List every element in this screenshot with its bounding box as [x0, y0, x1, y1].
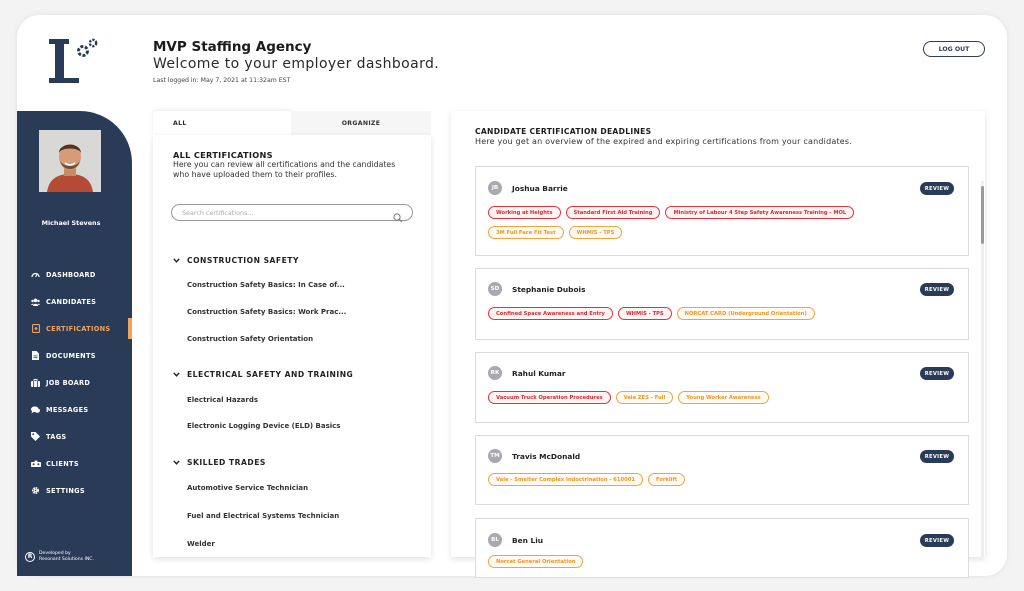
cert-pills: [488, 555, 918, 575]
candidate-card: [475, 518, 969, 578]
chevron-down-icon: [173, 460, 180, 465]
sidebar-item-label: CLIENTS: [46, 459, 79, 468]
sidebar-item-label: TAGS: [46, 432, 67, 441]
candidate-initials: BL: [488, 533, 502, 547]
cert-pill-expired[interactable]: Confined Space Awareness and Entry: [488, 307, 613, 320]
deadlines-description: Here you get an overview of the expired and expiring certifications from your candidates.: [475, 137, 853, 146]
company-logo: [47, 37, 102, 99]
course-item[interactable]: Electronic Logging Device (ELD) Basics: [187, 422, 341, 430]
welcome-text: Welcome to your employer dashboard.: [153, 56, 440, 72]
users-icon: [31, 297, 40, 306]
agency-name: MVP Staffing Agency: [153, 39, 312, 55]
cert-pills: [488, 473, 918, 493]
candidate-initials: RK: [488, 366, 502, 380]
sidebar-item-dashboard[interactable]: [17, 261, 132, 288]
search-box: [171, 204, 413, 221]
candidate-header: [488, 181, 568, 195]
tag-icon: [31, 432, 40, 441]
sidebar-item-job-board[interactable]: [17, 369, 132, 396]
gauge-icon: [31, 270, 40, 279]
developer-credit: [25, 551, 94, 563]
review-button[interactable]: REVIEW: [920, 367, 954, 380]
clients-icon: [31, 459, 40, 468]
course-item[interactable]: Welder: [187, 540, 215, 548]
deadlines-title: CANDIDATE CERTIFICATION DEADLINES: [475, 127, 652, 136]
cert-pills: [488, 206, 918, 246]
cert-pill-expired[interactable]: Standard First Aid Training: [566, 206, 661, 219]
tab-organize[interactable]: ORGANIZE: [291, 111, 431, 135]
course-item[interactable]: Fuel and Electrical Systems Technician: [187, 512, 340, 520]
cert-pill-expiring[interactable]: Vale - Smelter Complex Indoctrination - 610001: [488, 473, 643, 486]
sidebar: [17, 111, 132, 576]
course-item[interactable]: Electrical Hazards: [187, 396, 258, 404]
deadlines-panel: [451, 111, 985, 565]
sidebar-item-documents[interactable]: [17, 342, 132, 369]
cert-pill-expired[interactable]: Working at Heights: [488, 206, 561, 219]
scrollbar-thumb[interactable]: [981, 186, 984, 244]
candidate-name: Stephanie Dubois: [512, 284, 586, 294]
cert-pill-expiring[interactable]: NORCAT CARD (Underground Orientation): [677, 307, 815, 320]
review-button[interactable]: REVIEW: [920, 450, 954, 463]
review-button[interactable]: REVIEW: [920, 534, 954, 547]
sidebar-item-label: JOB BOARD: [46, 378, 91, 387]
gear-icon: [31, 486, 40, 495]
sidebar-item-messages[interactable]: [17, 396, 132, 423]
sidebar-item-clients[interactable]: [17, 450, 132, 477]
candidate-card: [475, 268, 969, 340]
panel-description: Here you can review all certifications and the candidates who have uploaded them to their profiles.: [173, 160, 396, 179]
panel-title: ALL CERTIFICATIONS: [173, 150, 273, 160]
cert-pill-expiring[interactable]: Young Worker Awareness: [678, 391, 768, 404]
category-label: CONSTRUCTION SAFETY: [187, 256, 299, 265]
cert-pill-expired[interactable]: Ministry of Labour 4 Step Safety Awareness Training - MOL: [665, 206, 854, 219]
candidate-card: [475, 352, 969, 423]
candidate-header: [488, 366, 566, 380]
course-item[interactable]: Construction Safety Basics: Work Prac...: [187, 308, 347, 316]
certifications-panel: [153, 135, 431, 557]
cert-pill-expired[interactable]: Vacuum Truck Operation Procedures: [488, 391, 611, 404]
sidebar-item-label: CANDIDATES: [46, 297, 97, 306]
sidebar-item-certifications[interactable]: [17, 315, 132, 342]
cert-pills: [488, 391, 918, 411]
sidebar-nav: [17, 261, 132, 504]
chevron-down-icon: [173, 258, 180, 263]
candidate-card: [475, 166, 969, 256]
document-icon: [31, 351, 40, 360]
category-electrical-safety[interactable]: [173, 370, 353, 379]
sidebar-item-label: MESSAGES: [46, 405, 89, 414]
developer-name: Resonant Solutions INC.: [39, 557, 94, 562]
cert-pill-expiring[interactable]: 3M Full Face Fit Test: [488, 226, 564, 239]
category-skilled-trades[interactable]: [173, 458, 266, 467]
candidate-name: Ben Liu: [512, 535, 543, 545]
developed-by-text: Developed by: [39, 551, 71, 556]
cert-pill-expiring[interactable]: WHMIS - TPS: [569, 226, 623, 239]
sidebar-item-label: SETTINGS: [46, 486, 85, 495]
app-frame: [17, 15, 1007, 576]
sidebar-item-label: DOCUMENTS: [46, 351, 96, 360]
cert-tabs: [153, 111, 431, 135]
category-label: SKILLED TRADES: [187, 458, 266, 467]
sidebar-item-settings[interactable]: [17, 477, 132, 504]
candidate-initials: TM: [488, 449, 502, 463]
cert-pill-expiring[interactable]: Forklift: [648, 473, 685, 486]
candidate-header: [488, 533, 543, 547]
cert-pill-expiring[interactable]: Vale ZES - Full: [616, 391, 674, 404]
cert-pill-expiring[interactable]: Norcat General Orientation: [488, 555, 583, 568]
review-button[interactable]: REVIEW: [920, 283, 954, 296]
candidate-header: [488, 282, 585, 296]
candidate-card: [475, 435, 969, 505]
sidebar-item-candidates[interactable]: [17, 288, 132, 315]
candidate-header: [488, 449, 580, 463]
cert-pill-expired[interactable]: WHMIS - TPS: [618, 307, 672, 320]
briefcase-icon: [31, 378, 40, 387]
category-label: ELECTRICAL SAFETY AND TRAINING: [187, 370, 354, 379]
sidebar-item-label: CERTIFICATIONS: [46, 324, 111, 333]
cert-pills: [488, 307, 918, 327]
developer-logo-icon: R: [25, 552, 35, 562]
search-input[interactable]: [182, 209, 382, 217]
user-name: Michael Stevens: [41, 219, 101, 227]
logout-button[interactable]: LOG OUT: [923, 41, 985, 57]
sidebar-item-label: DASHBOARD: [46, 270, 96, 279]
last-logged-text: Last logged in: May 7, 2021 at 11:32am EST: [153, 77, 291, 84]
chevron-down-icon: [173, 372, 180, 377]
candidate-name: Travis McDonald: [512, 451, 581, 461]
candidate-initials: SD: [488, 282, 502, 296]
page-header: [153, 39, 439, 84]
category-construction-safety[interactable]: [173, 256, 299, 265]
tab-all[interactable]: ALL: [153, 111, 291, 135]
review-button[interactable]: REVIEW: [920, 182, 954, 195]
candidate-initials: JB: [488, 181, 502, 195]
chat-icon: [31, 405, 40, 414]
course-item[interactable]: Construction Safety Basics: In Case of...: [187, 281, 345, 289]
course-item[interactable]: Construction Safety Orientation: [187, 335, 314, 343]
avatar[interactable]: [39, 130, 101, 192]
sidebar-item-tags[interactable]: [17, 423, 132, 450]
search-icon[interactable]: [393, 208, 403, 227]
candidate-name: Rahul Kumar: [512, 368, 566, 378]
candidate-name: Joshua Barrie: [512, 183, 568, 193]
course-item[interactable]: Automotive Service Technician: [187, 484, 309, 492]
certificate-icon: [31, 324, 40, 333]
